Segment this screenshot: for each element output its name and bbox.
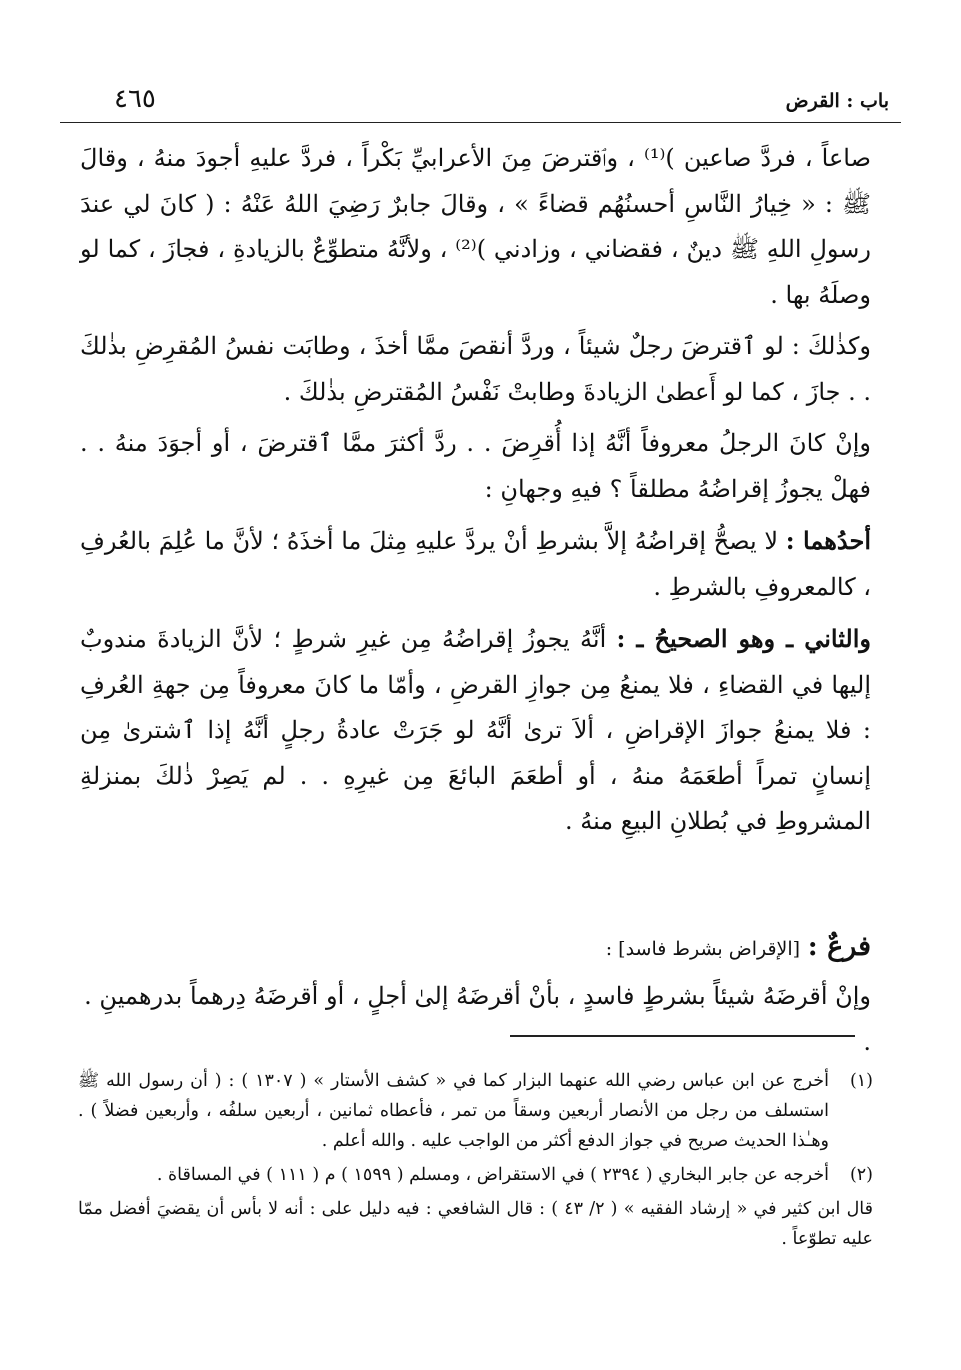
branch-section	[80, 925, 871, 1065]
footnote-2	[78, 1160, 873, 1190]
paragraph-1: صاعاً ، فردَّ صاعين )⁽¹⁾ ، وٱقترضَ مِنَ الأعرابيِّ بَكْراً ، فردَّ عليهِ أجودَ منهُ ، وقالَ ﷺ : « خِيارُ النَّاسِ أحسنُهُم قضاءً » ، وقالَ جابرٌ رَضِيَ اللهُ عَنْهُ : ( كانَ لي عندَ رسولِ اللهِ ﷺ دينٌ ، فقضاني ، وزادني )⁽²⁾ ، ولأنَّهُ متطوِّعٌ بالزيادةِ ، فجازَ ، كما لو وصلَهُ بها .	[80, 144, 871, 309]
main-text	[80, 136, 871, 851]
paragraph-4	[80, 518, 871, 610]
paragraph-2: وكذٰلكَ : لو ٱقترضَ رجلٌ شيئاً ، وردَّ أنقصَ ممَّا أخذَ ، وطابَت نفسُ المُقرِضِ بذٰلكَ . . جازَ ، كما لو أَعطىٰ الزيادةَ وطابتْ نَفْسُ المُقترضِ بذٰلكَ .	[80, 332, 871, 406]
header-rule	[60, 122, 901, 123]
footnote-divider	[510, 1035, 855, 1037]
page-header	[60, 84, 901, 118]
page-number: ٤٦٥	[114, 84, 156, 114]
branch-text: وإنْ أقرضَهُ شيئاً بشرطٍ فاسدٍ ، بأنْ أقرضَهُ إلىٰ أجلٍ ، أو أقرضَهُ دِرهماً بدرهمينِ . .	[84, 982, 871, 1056]
branch-heading	[80, 925, 871, 971]
footnote-2-text: أخرجه عن جابر البخاري ( ٢٣٩٤ ) في الاستقراض ، ومسلم ( ١٥٩٩ ) م ( ١١١ ) في المساقاة .	[156, 1165, 829, 1185]
footnotes	[78, 1066, 873, 1254]
paragraph-5-text: أنَّهُ يجوزُ إقراضُهُ مِن غيرِ شرطٍ ؛ لأنَّ الزيادةَ مندوبٌ إليها في القضاءِ ، فلا يمنعُ مِن جوازِ القرضِ ، وأمّا ما كانَ معروفاً مِن جهةِ العُرفِ : فلا يمنعُ جوازَ الإقراضِ ، ألاَ ترىٰ أنَّهُ لو جَرَتْ عادةُ رجلٍ أنَّهُ إذا ٱشترىٰ مِن إنسانٍ تمراً أطعَمَهُ منهُ ، أو أطعَمَ البائعَ مِن غيرِهِ . . لم يَصِرْ ذٰلكَ بمنزلةِ المشروطِ في بُطلانِ البيعِ منهُ .	[80, 625, 871, 835]
paragraph-5	[80, 616, 871, 845]
footnote-1-mark: (١)	[849, 1071, 873, 1091]
paragraph-3: وإنْ كانَ الرجلُ معروفاً أنَّهُ إذا أُقرِضَ . . ردَّ أكثرَ ممَّا ٱقترضَ ، أو أجوَدَ منهُ . . فهلْ يجوزُ إقراضُهُ مطلقاً ؟ فيهِ وجهانِ :	[80, 429, 871, 503]
paragraph-4-lead: أحدُهما :	[785, 526, 871, 555]
footnote-1-text: أخرج عن ابن عباس رضي الله عنهما البزار كما في « كشف الأستار » ( ١٣٠٧ ) : ( أن رسول الله ﷺ استسلف من رجل من الأنصار أربعين وسقاً من تمر ، فأعطاه ثمانين ، أربعين سلفُه ، وأربعين فضلاً ) . وهـٰذا الحديث صريح في جواز الدفع أكثر من الواجب عليه . والله أعلم .	[78, 1071, 829, 1151]
chapter-title: باب : القرض	[785, 90, 889, 112]
footnote-2-mark: (٢)	[849, 1165, 873, 1185]
footnote-1	[78, 1066, 873, 1156]
branch-keyword: فرعٌ :	[807, 931, 871, 962]
branch-title: [الإقراض بشرط فاسد] :	[605, 938, 801, 960]
footnote-2-continuation: قال ابن كثير في « إرشاد الفقيه » ( ٢/ ٤٣ ) : قال الشافعي : فيه دليل على : أنه لا بأس أن يقضيَ أفضل ممّا عليه تطوّعاً .	[78, 1199, 873, 1249]
paragraph-4-text: لا يصحُّ إقراضُهُ إلاَّ بشرطِ أنْ يردَّ عليهِ مِثلَ ما أخذَهُ ؛ لأنَّ ما عُلِمَ بالعُرفِ ، كالمعروفِ بالشرطِ .	[80, 527, 871, 601]
paragraph-5-lead: والثاني ـ وهو الصحيحُ ـ :	[616, 624, 871, 653]
